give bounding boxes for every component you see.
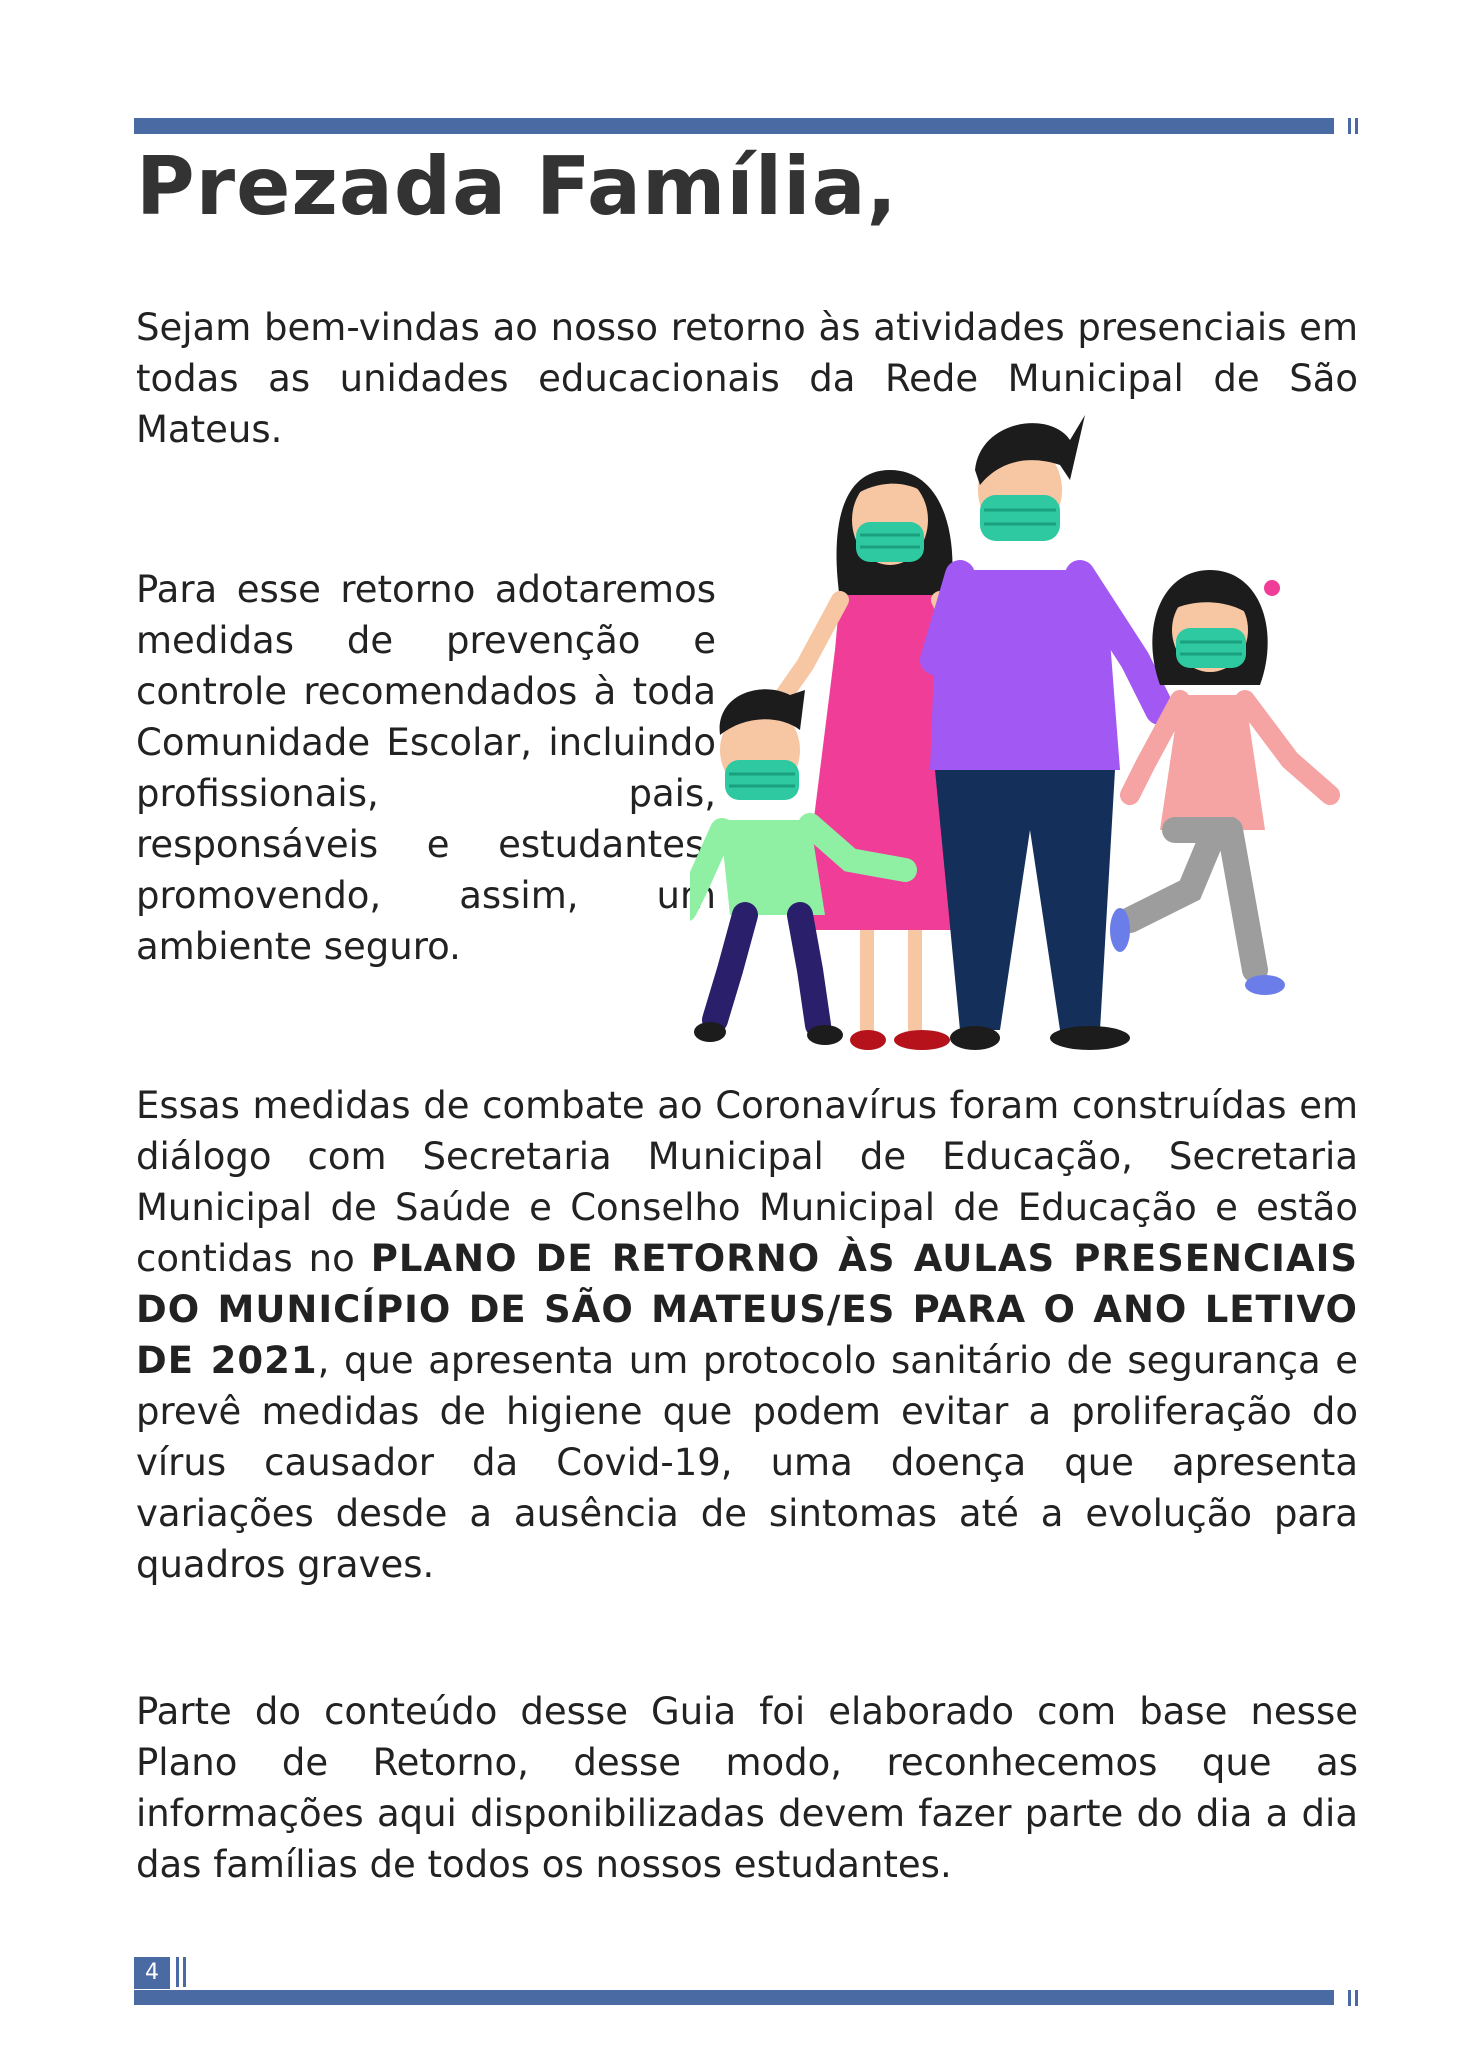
bottom-rule-ticks (1348, 1990, 1360, 2006)
welcome-paragraph: Sejam bem-vindas ao nosso retorno às atividades presenciais em todas as unidades educacionais da Rede Municipal de São Mateus. (136, 306, 1358, 451)
bottom-rule (134, 1990, 1334, 2005)
guide-paragraph: Parte do conteúdo desse Guia foi elaborado com base nesse Plano de Retorno, desse modo, reconhecemos que as informações aqui disponibilizadas devem fazer parte do dia a dia das famílias de todos os nossos estudantes. (136, 1690, 1358, 1886)
father-figure (930, 415, 1160, 1050)
plan-title-bold: PLANO DE RETORNO ÀS AULAS PRESENCIAIS DO MUNICÍPIO DE SÃO MATEUS/ES PARA O ANO LETIVO DE 2021 (136, 1237, 1358, 1382)
family-with-masks-illustration (690, 410, 1370, 1080)
plan-text-before: Essas medidas de combate ao Coronavírus foram construídas em diálogo com Secretaria Municipal de Educação, Secretaria Municipal de Saúde e Conselho Municipal de Educação e estão contidas no (136, 1084, 1358, 1280)
measures-paragraph: Para esse retorno adotaremos medidas de prevenção e controle recomendados à toda Comunidade Escolar, incluindo profissionais, pais, responsáveis e estudantes, promovendo, assim, um ambiente seguro. (136, 568, 716, 968)
page-number-ticks (176, 1957, 188, 1987)
page-number: 4 (134, 1957, 170, 1989)
top-rule-ticks (1348, 118, 1360, 134)
plan-text-after: , que apresenta um protocolo sanitário de segurança e prevê medidas de higiene que podem evitar a proliferação do vírus causador da Covid-19, uma doença que apresenta variações desde a ausência de sintomas até a evolução para quadros graves. (136, 1339, 1358, 1586)
top-rule (134, 118, 1334, 134)
plan-paragraph (136, 1080, 1358, 1590)
page-title: Prezada Família, (136, 140, 898, 233)
girl-figure (1110, 570, 1330, 995)
